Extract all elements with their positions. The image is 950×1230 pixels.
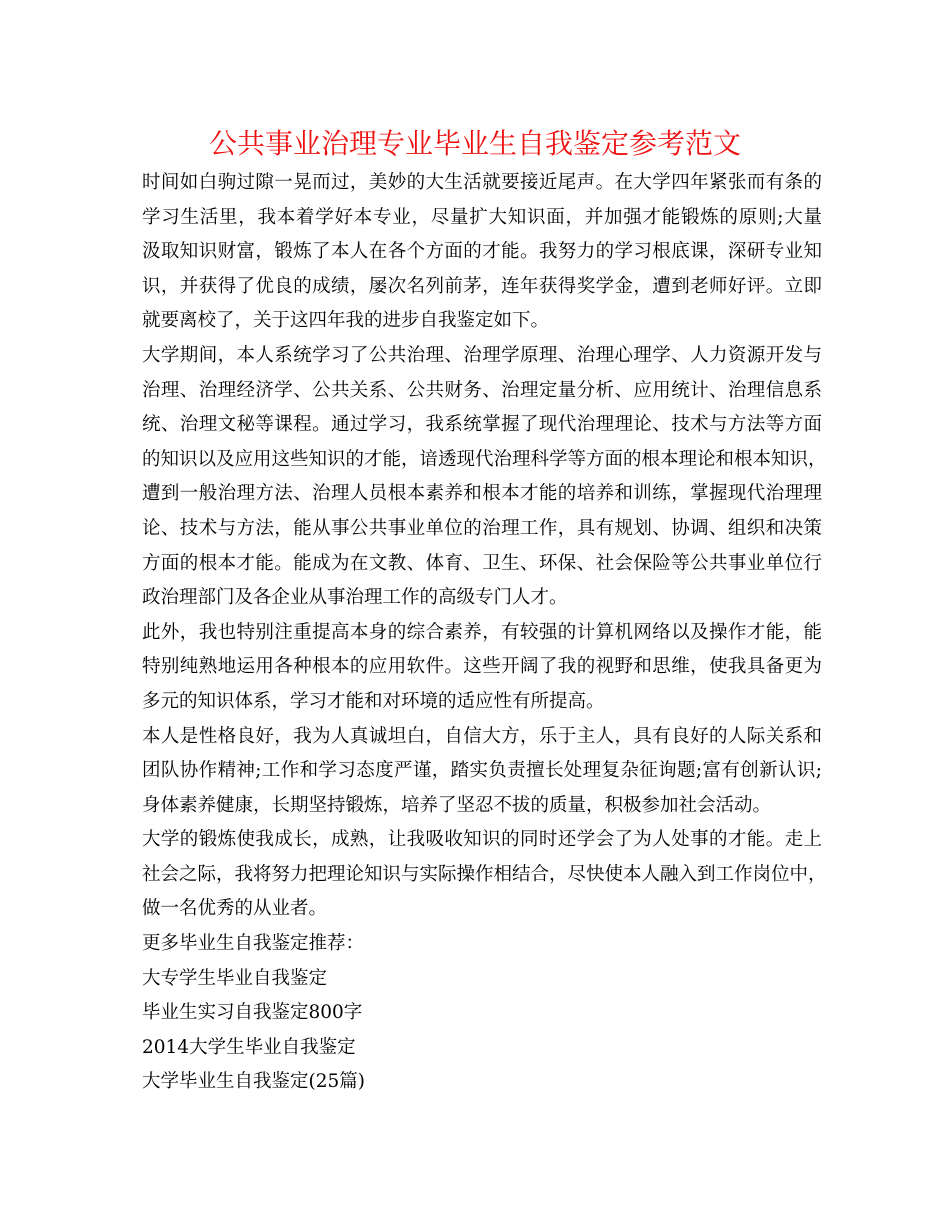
paragraph-courses xyxy=(142,339,827,616)
text-line: 统、治理文秘等课程。通过学习，我系统掌握了现代治理理论、技术与方法等方面 xyxy=(142,414,822,436)
text-line: 论、技术与方法，能从事公共事业单位的治理工作，具有规划、协调、组织和决策 xyxy=(142,517,822,539)
text-line: 身体素养健康，长期坚持锻炼，培养了坚忍不拔的质量，积极参加社会活动。 xyxy=(142,794,772,816)
text-line: 治理、治理经济学、公共关系、公共财务、治理定量分析、应用统计、治理信息系 xyxy=(142,379,822,401)
text-line: 时间如白驹过隙一晃而过，美妙的大生活就要接近尾声。在大学四年紧张而有条的 xyxy=(142,172,822,193)
paragraph-conclusion xyxy=(142,823,827,927)
recommendation-link[interactable]: 毕业生实习自我鉴定800字 xyxy=(142,1002,363,1024)
text-line: 本人是性格良好，我为人真诚坦白，自信大方，乐于主人，具有良好的人际关系和 xyxy=(142,725,822,747)
text-line: 多元的知识体系，学习才能和对环境的适应性有所提高。 xyxy=(142,690,605,712)
document-title: 公共事业治理专业毕业生自我鉴定参考范文 xyxy=(208,127,741,160)
text-line: 做一名优秀的从业者。 xyxy=(142,898,328,920)
text-line: 识，并获得了优良的成绩，屡次名列前茅，连年获得奖学金，遭到老师好评。立即 xyxy=(142,275,822,297)
text-line: 的知识以及应用这些知识的才能，谙透现代治理科学等方面的根本理论和根本知识， xyxy=(142,448,827,470)
recommendation-link[interactable]: 2014大学生毕业自我鉴定 xyxy=(142,1036,356,1058)
text-line: 汲取知识财富，锻炼了本人在各个方面的才能。我努力的学习根底课，深研专业知 xyxy=(142,241,822,263)
text-line: 社会之际，我将努力把理论知识与实际操作相结合，尽快使本人融入到工作岗位中， xyxy=(142,863,827,885)
text-line: 大学期间，本人系统学习了公共治理、治理学原理、治理心理学、人力资源开发与 xyxy=(142,344,822,366)
text-line: 就要离校了，关于这四年我的进步自我鉴定如下。 xyxy=(142,310,550,332)
text-line: 政治理部门及各企业从事治理工作的高级专门人才。 xyxy=(142,587,568,609)
text-line: 大学的锻炼使我成长，成熟，让我吸收知识的同时还学会了为人处事的才能。走上 xyxy=(142,829,822,851)
text-line: 此外，我也特别注重提高本身的综合素养，有较强的计算机网络以及操作才能，能 xyxy=(142,621,822,643)
paragraph-intro xyxy=(142,166,822,339)
text-line: 特别纯熟地运用各种根本的应用软件。这些开阔了我的视野和思维，使我具备更为 xyxy=(142,656,822,678)
text-line: 团队协作精神;工作和学习态度严谨，踏实负责擅长处理复杂征询题;富有创新认识; xyxy=(142,760,822,782)
document-body xyxy=(142,166,827,1100)
paragraph-skills xyxy=(142,616,822,720)
text-line: 遭到一般治理方法、治理人员根本素养和根本才能的培养和训练，掌握现代治理理 xyxy=(142,483,822,505)
paragraph-character xyxy=(142,720,822,824)
more-recommendations-heading: 更多毕业生自我鉴定推荐： xyxy=(142,933,365,955)
text-line: 方面的根本才能。能成为在文教、体育、卫生、环保、社会保险等公共事业单位行 xyxy=(142,552,822,574)
text-line: 学习生活里，我本着学好本专业，尽量扩大知识面，并加强才能锻炼的原则;大量 xyxy=(142,206,822,228)
recommendation-link[interactable]: 大专学生毕业自我鉴定 xyxy=(142,967,328,989)
recommendation-link[interactable]: 大学毕业生自我鉴定(25篇) xyxy=(142,1071,365,1093)
